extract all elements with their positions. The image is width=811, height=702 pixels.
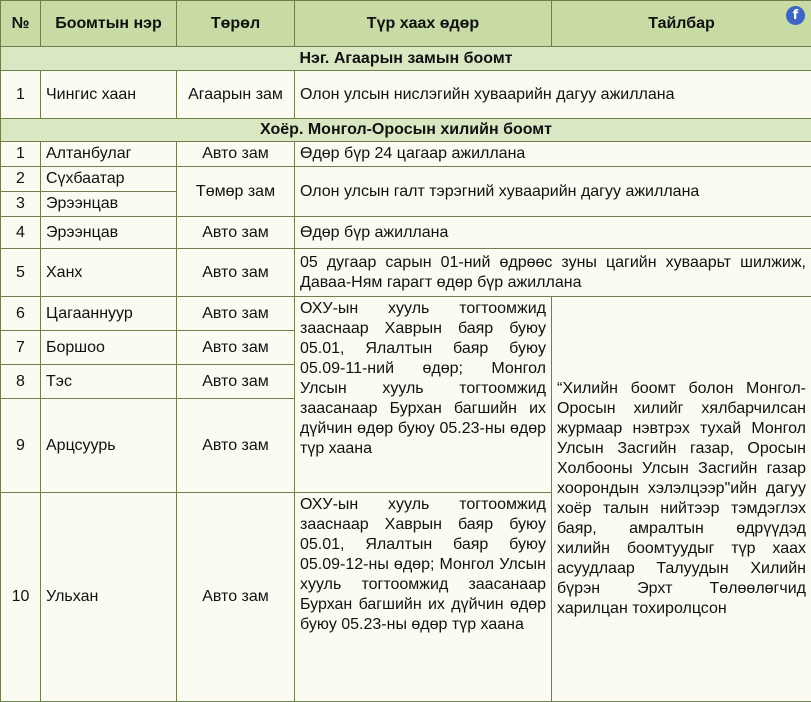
section-title-air: Нэг. Агаарын замын боомт	[1, 47, 811, 71]
section-row-air	[1, 47, 811, 71]
row-name: Тэс	[41, 365, 177, 399]
row-name: Боршоо	[41, 331, 177, 365]
row-type-rail: Төмөр зам	[177, 167, 295, 217]
row-num: 10	[1, 493, 41, 702]
row-type: Авто зам	[177, 399, 295, 493]
header-name: Боомтын нэр	[41, 1, 177, 47]
row-days-group-a: ОХУ-ын хууль тогтоомжид зааснаар Хаврын баяр буюу 05.01, Ялалтын баяр буюу 05.09-11-ний өдөр; Монгол Улсын хууль тогтоомжид заасанаар Бурхан багшийн их дүйчин өдөр буюу 05.23-ны өдөр түр хаана	[295, 297, 552, 493]
row-name: Цагааннуур	[41, 297, 177, 331]
table-row	[1, 297, 811, 331]
row-days: Өдөр бүр 24 цагаар ажиллана	[295, 142, 811, 167]
table-row	[1, 217, 811, 249]
row-days-rail: Олон улсын галт тэрэгний хуваарийн дагуу ажиллана	[295, 167, 811, 217]
row-num: 6	[1, 297, 41, 331]
row-num: 7	[1, 331, 41, 365]
row-type: Авто зам	[177, 142, 295, 167]
row-num: 1	[1, 142, 41, 167]
row-name: Эрээнцав	[41, 217, 177, 249]
note-cell: “Хилийн боомт болон Монгол-Оросын хилийг хялбарчилсан журмаар нэвтрэх тухай Монгол Улсын Засгийн газар, Оросын Холбооны Улсын Засгийн газар хоорондын хэлэлцээр"ийн дагуу хоёр талын нийтээр тэмдэглэх баяр, амралтын өдрүүдэд хилийн боомтуудыг түр хаах асуудлаар Талуудын Хилийн бүрэн Эрхт Төлөөлөгчид харилцан тохиролцсон	[552, 297, 811, 702]
row-type: Авто зам	[177, 365, 295, 399]
row-num: 1	[1, 71, 41, 119]
row-days-group-b: ОХУ-ын хууль тогтоомжид зааснаар Хаврын баяр буюу 05.01, Ялалтын баяр буюу 05.09-12-ны өдөр; Монгол Улсын хууль тогтоомжид заасанаар Бурхан багшийн их дүйчин өдөр буюу 05.23-ны өдөр түр хаана	[295, 493, 552, 702]
facebook-icon[interactable]: f	[786, 6, 805, 25]
row-name: Арцсуурь	[41, 399, 177, 493]
row-name: Ульхан	[41, 493, 177, 702]
row-name: Чингис хаан	[41, 71, 177, 119]
header-type: Төрөл	[177, 1, 295, 47]
table-row	[1, 142, 811, 167]
row-name: Алтанбулаг	[41, 142, 177, 167]
row-days: Өдөр бүр ажиллана	[295, 217, 811, 249]
header-row	[1, 1, 811, 47]
row-type: Агаарын зам	[177, 71, 295, 119]
header-num: №	[1, 1, 41, 47]
row-num: 9	[1, 399, 41, 493]
row-name: Эрээнцав	[41, 192, 177, 217]
section-row-border	[1, 119, 811, 142]
row-type: Авто зам	[177, 493, 295, 702]
row-num: 4	[1, 217, 41, 249]
row-name: Сүхбаатар	[41, 167, 177, 192]
row-days: Олон улсын нислэгийн хуваарийн дагуу ажиллана	[295, 71, 811, 119]
header-note-label: Тайлбар	[648, 14, 715, 32]
row-num: 8	[1, 365, 41, 399]
header-open-days: Түр хаах өдөр	[295, 1, 552, 47]
table-row	[1, 249, 811, 297]
row-days: 05 дугаар сарын 01-ний өдрөөс зуны цагийн хуваарьт шилжиж, Даваа-Ням гарагт өдөр бүр ажиллана	[295, 249, 811, 297]
section-title-border: Хоёр. Монгол-Оросын хилийн боомт	[1, 119, 811, 142]
row-num: 3	[1, 192, 41, 217]
row-name: Ханх	[41, 249, 177, 297]
row-type: Авто зам	[177, 249, 295, 297]
row-num: 2	[1, 167, 41, 192]
table-row	[1, 167, 811, 192]
row-type: Авто зам	[177, 297, 295, 331]
header-note	[552, 1, 811, 47]
table-row	[1, 71, 811, 119]
row-type: Авто зам	[177, 331, 295, 365]
row-type: Авто зам	[177, 217, 295, 249]
row-num: 5	[1, 249, 41, 297]
